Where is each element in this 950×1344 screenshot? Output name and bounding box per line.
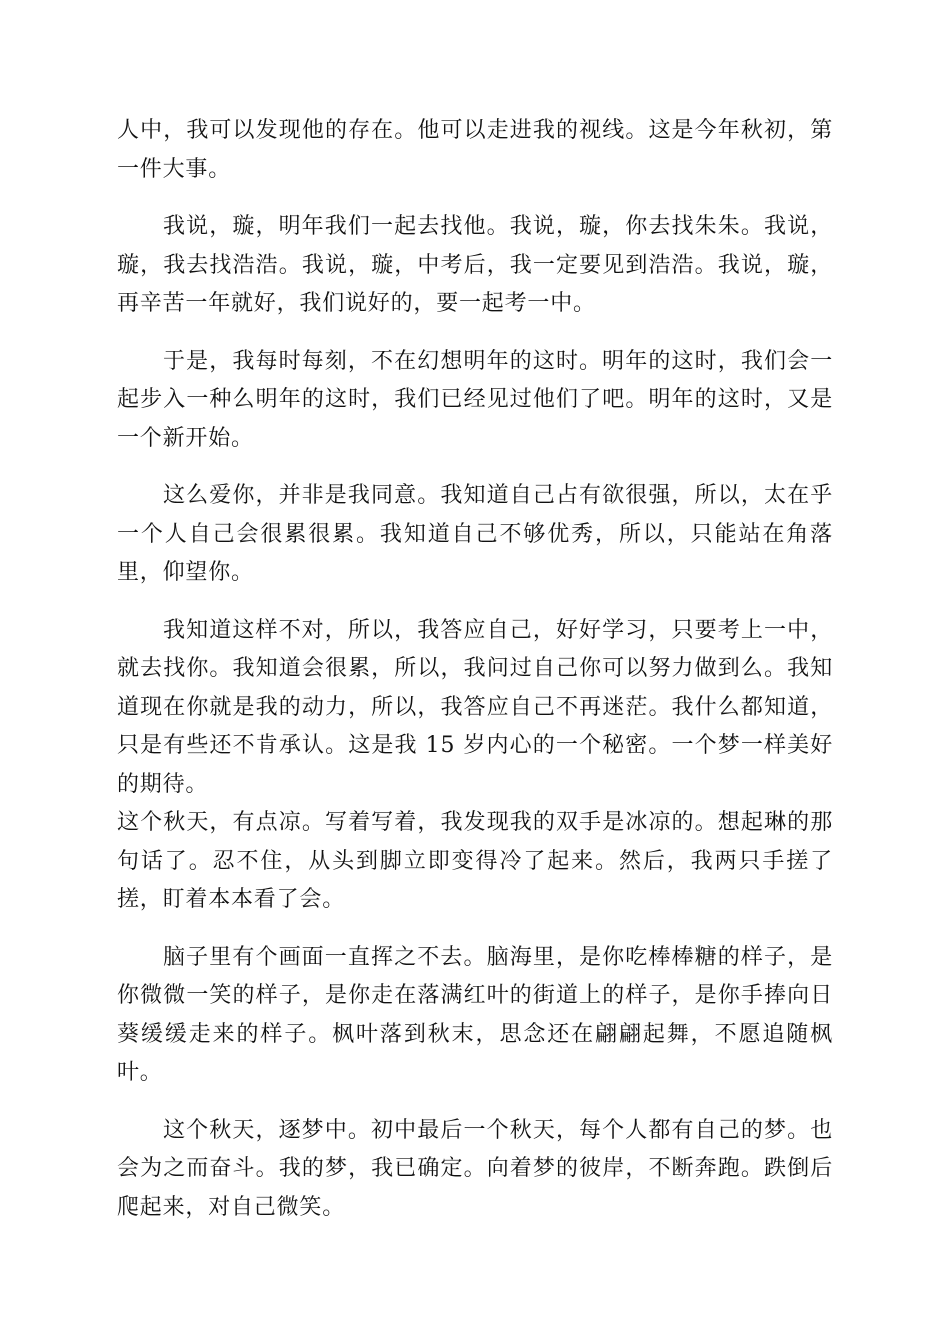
paragraph-6: 这个秋天，有点凉。写着写着，我发现我的双手是冰凉的。想起琳的那句话了。忍不住，从头到脚立即变得冷了起来。然后，我两只手搓了搓，盯着本本看了会。 <box>117 810 833 912</box>
paragraph-5: 我知道这样不对，所以，我答应自己，好好学习，只要考上一中，就去找你。我知道会很累，所以，我问过自己你可以努力做到么。我知道现在你就是我的动力，所以，我答应自己不再迷茫。我什么都知道，只是有些还不肯承认。这是我 15 岁内心的一个秘密。一个梦一样美好的期待。 <box>117 617 833 797</box>
paragraph-3: 于是，我每时每刻，不在幻想明年的这时。明年的这时，我们会一起步入一种么明年的这时，我们已经见过他们了吧。明年的这时，又是一个新开始。 <box>117 348 833 451</box>
paragraph-8: 这个秋天，逐梦中。初中最后一个秋天，每个人都有自己的梦。也会为之而奋斗。我的梦，我已确定。向着梦的彼岸，不断奔跑。跌倒后爬起来，对自己微笑。 <box>117 1117 833 1220</box>
document-body <box>117 112 833 1246</box>
paragraph-7: 脑子里有个画面一直挥之不去。脑海里，是你吃棒棒糖的样子，是你微微一笑的样子，是你走在落满红叶的街道上的样子，是你手捧向日葵缓缓走来的样子。枫叶落到秋末，思念还在翩翩起舞，不愿追随枫叶。 <box>117 944 833 1085</box>
paragraph-1: 人中，我可以发现他的存在。他可以走进我的视线。这是今年秋初，第一件大事。 <box>117 118 833 182</box>
paragraph-4: 这么爱你，并非是我同意。我知道自己占有欲很强，所以，太在乎一个人自己会很累很累。我知道自己不够优秀，所以，只能站在角落里，仰望你。 <box>117 483 833 585</box>
paragraph-2: 我说，璇，明年我们一起去找他。我说，璇，你去找朱朱。我说，璇，我去找浩浩。我说，璇，中考后，我一定要见到浩浩。我说，璇，再辛苦一年就好，我们说好的，要一起考一中。 <box>117 214 833 316</box>
